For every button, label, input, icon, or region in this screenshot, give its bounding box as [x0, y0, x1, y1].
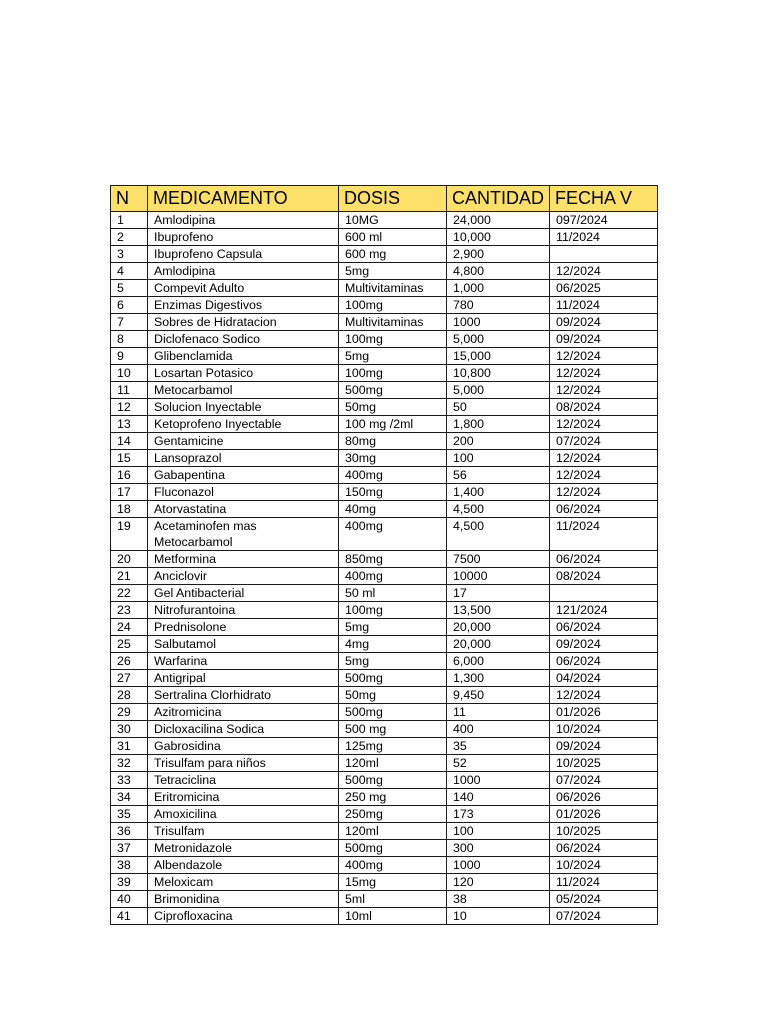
cell-cantidad: 4,500: [447, 501, 550, 518]
cell-dosis: Multivitaminas: [339, 314, 447, 331]
cell-number: 5: [111, 280, 148, 297]
cell-number: 11: [111, 382, 148, 399]
header-number: N: [111, 186, 148, 212]
cell-dosis: 4mg: [339, 636, 447, 653]
cell-cantidad: 38: [447, 891, 550, 908]
cell-cantidad: 4,800: [447, 263, 550, 280]
cell-fecha-v: 12/2024: [550, 450, 658, 467]
cell-cantidad: 15,000: [447, 348, 550, 365]
cell-medicamento: Antigripal: [148, 670, 339, 687]
table-row: [111, 399, 658, 416]
cell-number: 37: [111, 840, 148, 857]
cell-medicamento: Trisulfam: [148, 823, 339, 840]
table-row: [111, 501, 658, 518]
cell-dosis: 80mg: [339, 433, 447, 450]
cell-cantidad: 4,500: [447, 518, 550, 551]
header-row: [111, 186, 658, 212]
cell-medicamento: Metformina: [148, 551, 339, 568]
cell-cantidad: 1000: [447, 772, 550, 789]
cell-medicamento: Enzimas Digestivos: [148, 297, 339, 314]
table-row: [111, 755, 658, 772]
cell-number: 27: [111, 670, 148, 687]
cell-dosis: 15mg: [339, 874, 447, 891]
cell-number: 26: [111, 653, 148, 670]
table-row: [111, 687, 658, 704]
cell-dosis: 500mg: [339, 670, 447, 687]
cell-medicamento: Sertralina Clorhidrato: [148, 687, 339, 704]
table-row: [111, 670, 658, 687]
table-row: [111, 331, 658, 348]
cell-fecha-v: 06/2024: [550, 653, 658, 670]
table-row: [111, 704, 658, 721]
cell-medicamento: Ibuprofeno: [148, 229, 339, 246]
cell-number: 2: [111, 229, 148, 246]
cell-fecha-v: 09/2024: [550, 331, 658, 348]
table-row: [111, 874, 658, 891]
cell-fecha-v: [550, 246, 658, 263]
cell-medicamento: Diclofenaco Sodico: [148, 331, 339, 348]
cell-fecha-v: 12/2024: [550, 263, 658, 280]
cell-fecha-v: 121/2024: [550, 602, 658, 619]
cell-dosis: 100mg: [339, 297, 447, 314]
cell-medicamento: Metocarbamol: [148, 382, 339, 399]
cell-fecha-v: 11/2024: [550, 229, 658, 246]
cell-dosis: 100mg: [339, 331, 447, 348]
cell-dosis: 500mg: [339, 840, 447, 857]
cell-fecha-v: 08/2024: [550, 399, 658, 416]
cell-dosis: 120ml: [339, 823, 447, 840]
cell-fecha-v: 12/2024: [550, 467, 658, 484]
cell-cantidad: 5,000: [447, 331, 550, 348]
cell-dosis: 500mg: [339, 772, 447, 789]
cell-cantidad: 10000: [447, 568, 550, 585]
table-row: [111, 263, 658, 280]
cell-medicamento: Glibenclamida: [148, 348, 339, 365]
table-row: [111, 653, 658, 670]
table-row: [111, 433, 658, 450]
table-row: [111, 891, 658, 908]
table-row: [111, 789, 658, 806]
cell-number: 29: [111, 704, 148, 721]
table-row: [111, 467, 658, 484]
cell-dosis: 30mg: [339, 450, 447, 467]
table-row: [111, 297, 658, 314]
cell-number: 19: [111, 518, 148, 551]
cell-number: 40: [111, 891, 148, 908]
cell-cantidad: 11: [447, 704, 550, 721]
cell-dosis: 100 mg /2ml: [339, 416, 447, 433]
cell-medicamento: Albendazole: [148, 857, 339, 874]
cell-dosis: 500 mg: [339, 721, 447, 738]
cell-dosis: 600 mg: [339, 246, 447, 263]
cell-medicamento: Ibuprofeno Capsula: [148, 246, 339, 263]
table-row: [111, 382, 658, 399]
table-row: [111, 806, 658, 823]
cell-number: 15: [111, 450, 148, 467]
cell-fecha-v: 09/2024: [550, 636, 658, 653]
cell-fecha-v: 12/2024: [550, 365, 658, 382]
table-row: [111, 602, 658, 619]
cell-fecha-v: 07/2024: [550, 908, 658, 925]
cell-cantidad: 100: [447, 823, 550, 840]
cell-medicamento: Trisulfam para niños: [148, 755, 339, 772]
cell-dosis: 400mg: [339, 518, 447, 551]
cell-dosis: 5mg: [339, 619, 447, 636]
cell-cantidad: 24,000: [447, 212, 550, 229]
cell-medicamento: Compevit Adulto: [148, 280, 339, 297]
cell-number: 39: [111, 874, 148, 891]
table-row: [111, 246, 658, 263]
table-row: [111, 772, 658, 789]
cell-fecha-v: 12/2024: [550, 484, 658, 501]
cell-fecha-v: 10/2025: [550, 755, 658, 772]
cell-fecha-v: 07/2024: [550, 433, 658, 450]
cell-cantidad: 9,450: [447, 687, 550, 704]
table-row: [111, 636, 658, 653]
cell-cantidad: 56: [447, 467, 550, 484]
table-row: [111, 908, 658, 925]
cell-cantidad: 13,500: [447, 602, 550, 619]
header-cantidad: CANTIDAD: [447, 186, 550, 212]
cell-number: 7: [111, 314, 148, 331]
cell-dosis: 50mg: [339, 399, 447, 416]
cell-fecha-v: [550, 585, 658, 602]
cell-number: 34: [111, 789, 148, 806]
cell-medicamento: Prednisolone: [148, 619, 339, 636]
cell-fecha-v: 01/2026: [550, 704, 658, 721]
cell-medicamento: Solucion Inyectable: [148, 399, 339, 416]
cell-medicamento: Dicloxacilina Sodica: [148, 721, 339, 738]
cell-number: 20: [111, 551, 148, 568]
table-row: [111, 551, 658, 568]
cell-cantidad: 20,000: [447, 619, 550, 636]
cell-medicamento: Fluconazol: [148, 484, 339, 501]
cell-medicamento: Tetraciclina: [148, 772, 339, 789]
cell-medicamento: Meloxicam: [148, 874, 339, 891]
cell-cantidad: 140: [447, 789, 550, 806]
cell-number: 32: [111, 755, 148, 772]
cell-cantidad: 50: [447, 399, 550, 416]
cell-medicamento: Ketoprofeno Inyectable: [148, 416, 339, 433]
cell-number: 16: [111, 467, 148, 484]
cell-dosis: 500mg: [339, 704, 447, 721]
cell-fecha-v: 07/2024: [550, 772, 658, 789]
cell-number: 21: [111, 568, 148, 585]
cell-fecha-v: 10/2024: [550, 721, 658, 738]
cell-medicamento: Salbutamol: [148, 636, 339, 653]
cell-cantidad: 2,900: [447, 246, 550, 263]
cell-number: 30: [111, 721, 148, 738]
cell-cantidad: 35: [447, 738, 550, 755]
cell-dosis: 100mg: [339, 365, 447, 382]
table-row: [111, 416, 658, 433]
cell-medicamento: Nitrofurantoina: [148, 602, 339, 619]
cell-cantidad: 52: [447, 755, 550, 772]
table-row: [111, 212, 658, 229]
cell-medicamento: Ciprofloxacina: [148, 908, 339, 925]
cell-dosis: 5mg: [339, 263, 447, 280]
cell-number: 1: [111, 212, 148, 229]
cell-medicamento: Warfarina: [148, 653, 339, 670]
cell-fecha-v: 06/2026: [550, 789, 658, 806]
cell-dosis: Multivitaminas: [339, 280, 447, 297]
table-row: [111, 229, 658, 246]
table-row: [111, 857, 658, 874]
cell-number: 13: [111, 416, 148, 433]
cell-fecha-v: 12/2024: [550, 687, 658, 704]
cell-medicamento: Amoxicilina: [148, 806, 339, 823]
cell-cantidad: 17: [447, 585, 550, 602]
cell-number: 33: [111, 772, 148, 789]
table-row: [111, 518, 658, 551]
table-row: [111, 450, 658, 467]
cell-number: 36: [111, 823, 148, 840]
cell-fecha-v: 06/2024: [550, 551, 658, 568]
medication-table: [110, 185, 658, 925]
table-row: [111, 348, 658, 365]
cell-fecha-v: 04/2024: [550, 670, 658, 687]
cell-medicamento: Eritromicina: [148, 789, 339, 806]
table-body: [111, 212, 658, 925]
table-row: [111, 365, 658, 382]
cell-dosis: 400mg: [339, 857, 447, 874]
cell-dosis: 5mg: [339, 653, 447, 670]
cell-medicamento: Amlodipina: [148, 212, 339, 229]
cell-medicamento: Sobres de Hidratacion: [148, 314, 339, 331]
cell-number: 41: [111, 908, 148, 925]
cell-fecha-v: 12/2024: [550, 348, 658, 365]
table-row: [111, 280, 658, 297]
cell-cantidad: 100: [447, 450, 550, 467]
cell-dosis: 250 mg: [339, 789, 447, 806]
cell-medicamento: Gentamicine: [148, 433, 339, 450]
cell-medicamento: Gel Antibacterial: [148, 585, 339, 602]
cell-fecha-v: 06/2024: [550, 840, 658, 857]
cell-dosis: 50 ml: [339, 585, 447, 602]
cell-dosis: 125mg: [339, 738, 447, 755]
cell-fecha-v: 12/2024: [550, 382, 658, 399]
header-dosis: DOSIS: [339, 186, 447, 212]
cell-number: 38: [111, 857, 148, 874]
cell-medicamento: Brimonidina: [148, 891, 339, 908]
cell-dosis: 40mg: [339, 501, 447, 518]
table-row: [111, 585, 658, 602]
cell-cantidad: 300: [447, 840, 550, 857]
cell-cantidad: 10,800: [447, 365, 550, 382]
cell-cantidad: 780: [447, 297, 550, 314]
cell-fecha-v: 06/2024: [550, 619, 658, 636]
cell-number: 8: [111, 331, 148, 348]
cell-dosis: 10MG: [339, 212, 447, 229]
cell-cantidad: 200: [447, 433, 550, 450]
cell-fecha-v: 11/2024: [550, 297, 658, 314]
header-medicamento: MEDICAMENTO: [148, 186, 339, 212]
table-row: [111, 568, 658, 585]
cell-number: 14: [111, 433, 148, 450]
cell-cantidad: 10: [447, 908, 550, 925]
cell-fecha-v: 08/2024: [550, 568, 658, 585]
cell-fecha-v: 05/2024: [550, 891, 658, 908]
cell-cantidad: 1,000: [447, 280, 550, 297]
cell-dosis: 250mg: [339, 806, 447, 823]
cell-number: 3: [111, 246, 148, 263]
table-row: [111, 619, 658, 636]
cell-number: 18: [111, 501, 148, 518]
cell-dosis: 850mg: [339, 551, 447, 568]
cell-number: 10: [111, 365, 148, 382]
cell-fecha-v: 06/2025: [550, 280, 658, 297]
cell-number: 17: [111, 484, 148, 501]
table-header: [111, 186, 658, 212]
cell-medicamento: Metronidazole: [148, 840, 339, 857]
cell-dosis: 100mg: [339, 602, 447, 619]
cell-dosis: 50mg: [339, 687, 447, 704]
cell-fecha-v: 09/2024: [550, 314, 658, 331]
cell-fecha-v: 10/2025: [550, 823, 658, 840]
cell-dosis: 120ml: [339, 755, 447, 772]
cell-number: 6: [111, 297, 148, 314]
cell-fecha-v: 097/2024: [550, 212, 658, 229]
cell-dosis: 500mg: [339, 382, 447, 399]
cell-fecha-v: 11/2024: [550, 874, 658, 891]
header-fecha-v: FECHA V: [550, 186, 658, 212]
cell-cantidad: 1000: [447, 314, 550, 331]
cell-fecha-v: 11/2024: [550, 518, 658, 551]
cell-cantidad: 10,000: [447, 229, 550, 246]
cell-fecha-v: 06/2024: [550, 501, 658, 518]
table-row: [111, 721, 658, 738]
cell-cantidad: 173: [447, 806, 550, 823]
cell-dosis: 5mg: [339, 348, 447, 365]
cell-number: 23: [111, 602, 148, 619]
cell-cantidad: 7500: [447, 551, 550, 568]
cell-medicamento: Azitromicina: [148, 704, 339, 721]
cell-fecha-v: 09/2024: [550, 738, 658, 755]
cell-cantidad: 1,800: [447, 416, 550, 433]
cell-number: 22: [111, 585, 148, 602]
table-row: [111, 484, 658, 501]
cell-cantidad: 6,000: [447, 653, 550, 670]
cell-dosis: 600 ml: [339, 229, 447, 246]
cell-cantidad: 5,000: [447, 382, 550, 399]
cell-medicamento: Anciclovir: [148, 568, 339, 585]
cell-dosis: 5ml: [339, 891, 447, 908]
cell-medicamento: Lansoprazol: [148, 450, 339, 467]
cell-number: 4: [111, 263, 148, 280]
cell-number: 25: [111, 636, 148, 653]
cell-medicamento: Gabrosidina: [148, 738, 339, 755]
cell-number: 12: [111, 399, 148, 416]
cell-fecha-v: 10/2024: [550, 857, 658, 874]
cell-number: 24: [111, 619, 148, 636]
table-row: [111, 840, 658, 857]
cell-number: 31: [111, 738, 148, 755]
cell-cantidad: 1,400: [447, 484, 550, 501]
cell-fecha-v: 01/2026: [550, 806, 658, 823]
cell-number: 28: [111, 687, 148, 704]
cell-cantidad: 400: [447, 721, 550, 738]
cell-medicamento: Gabapentina: [148, 467, 339, 484]
table-row: [111, 823, 658, 840]
cell-fecha-v: 12/2024: [550, 416, 658, 433]
cell-cantidad: 120: [447, 874, 550, 891]
cell-number: 35: [111, 806, 148, 823]
cell-medicamento: Losartan Potasico: [148, 365, 339, 382]
cell-dosis: 400mg: [339, 467, 447, 484]
table-row: [111, 738, 658, 755]
cell-dosis: 10ml: [339, 908, 447, 925]
cell-cantidad: 1000: [447, 857, 550, 874]
cell-medicamento: Amlodipina: [148, 263, 339, 280]
cell-dosis: 150mg: [339, 484, 447, 501]
table-row: [111, 314, 658, 331]
cell-cantidad: 1,300: [447, 670, 550, 687]
cell-medicamento: Atorvastatina: [148, 501, 339, 518]
cell-dosis: 400mg: [339, 568, 447, 585]
cell-cantidad: 20,000: [447, 636, 550, 653]
cell-medicamento: Acetaminofen mas Metocarbamol: [148, 518, 339, 551]
cell-number: 9: [111, 348, 148, 365]
